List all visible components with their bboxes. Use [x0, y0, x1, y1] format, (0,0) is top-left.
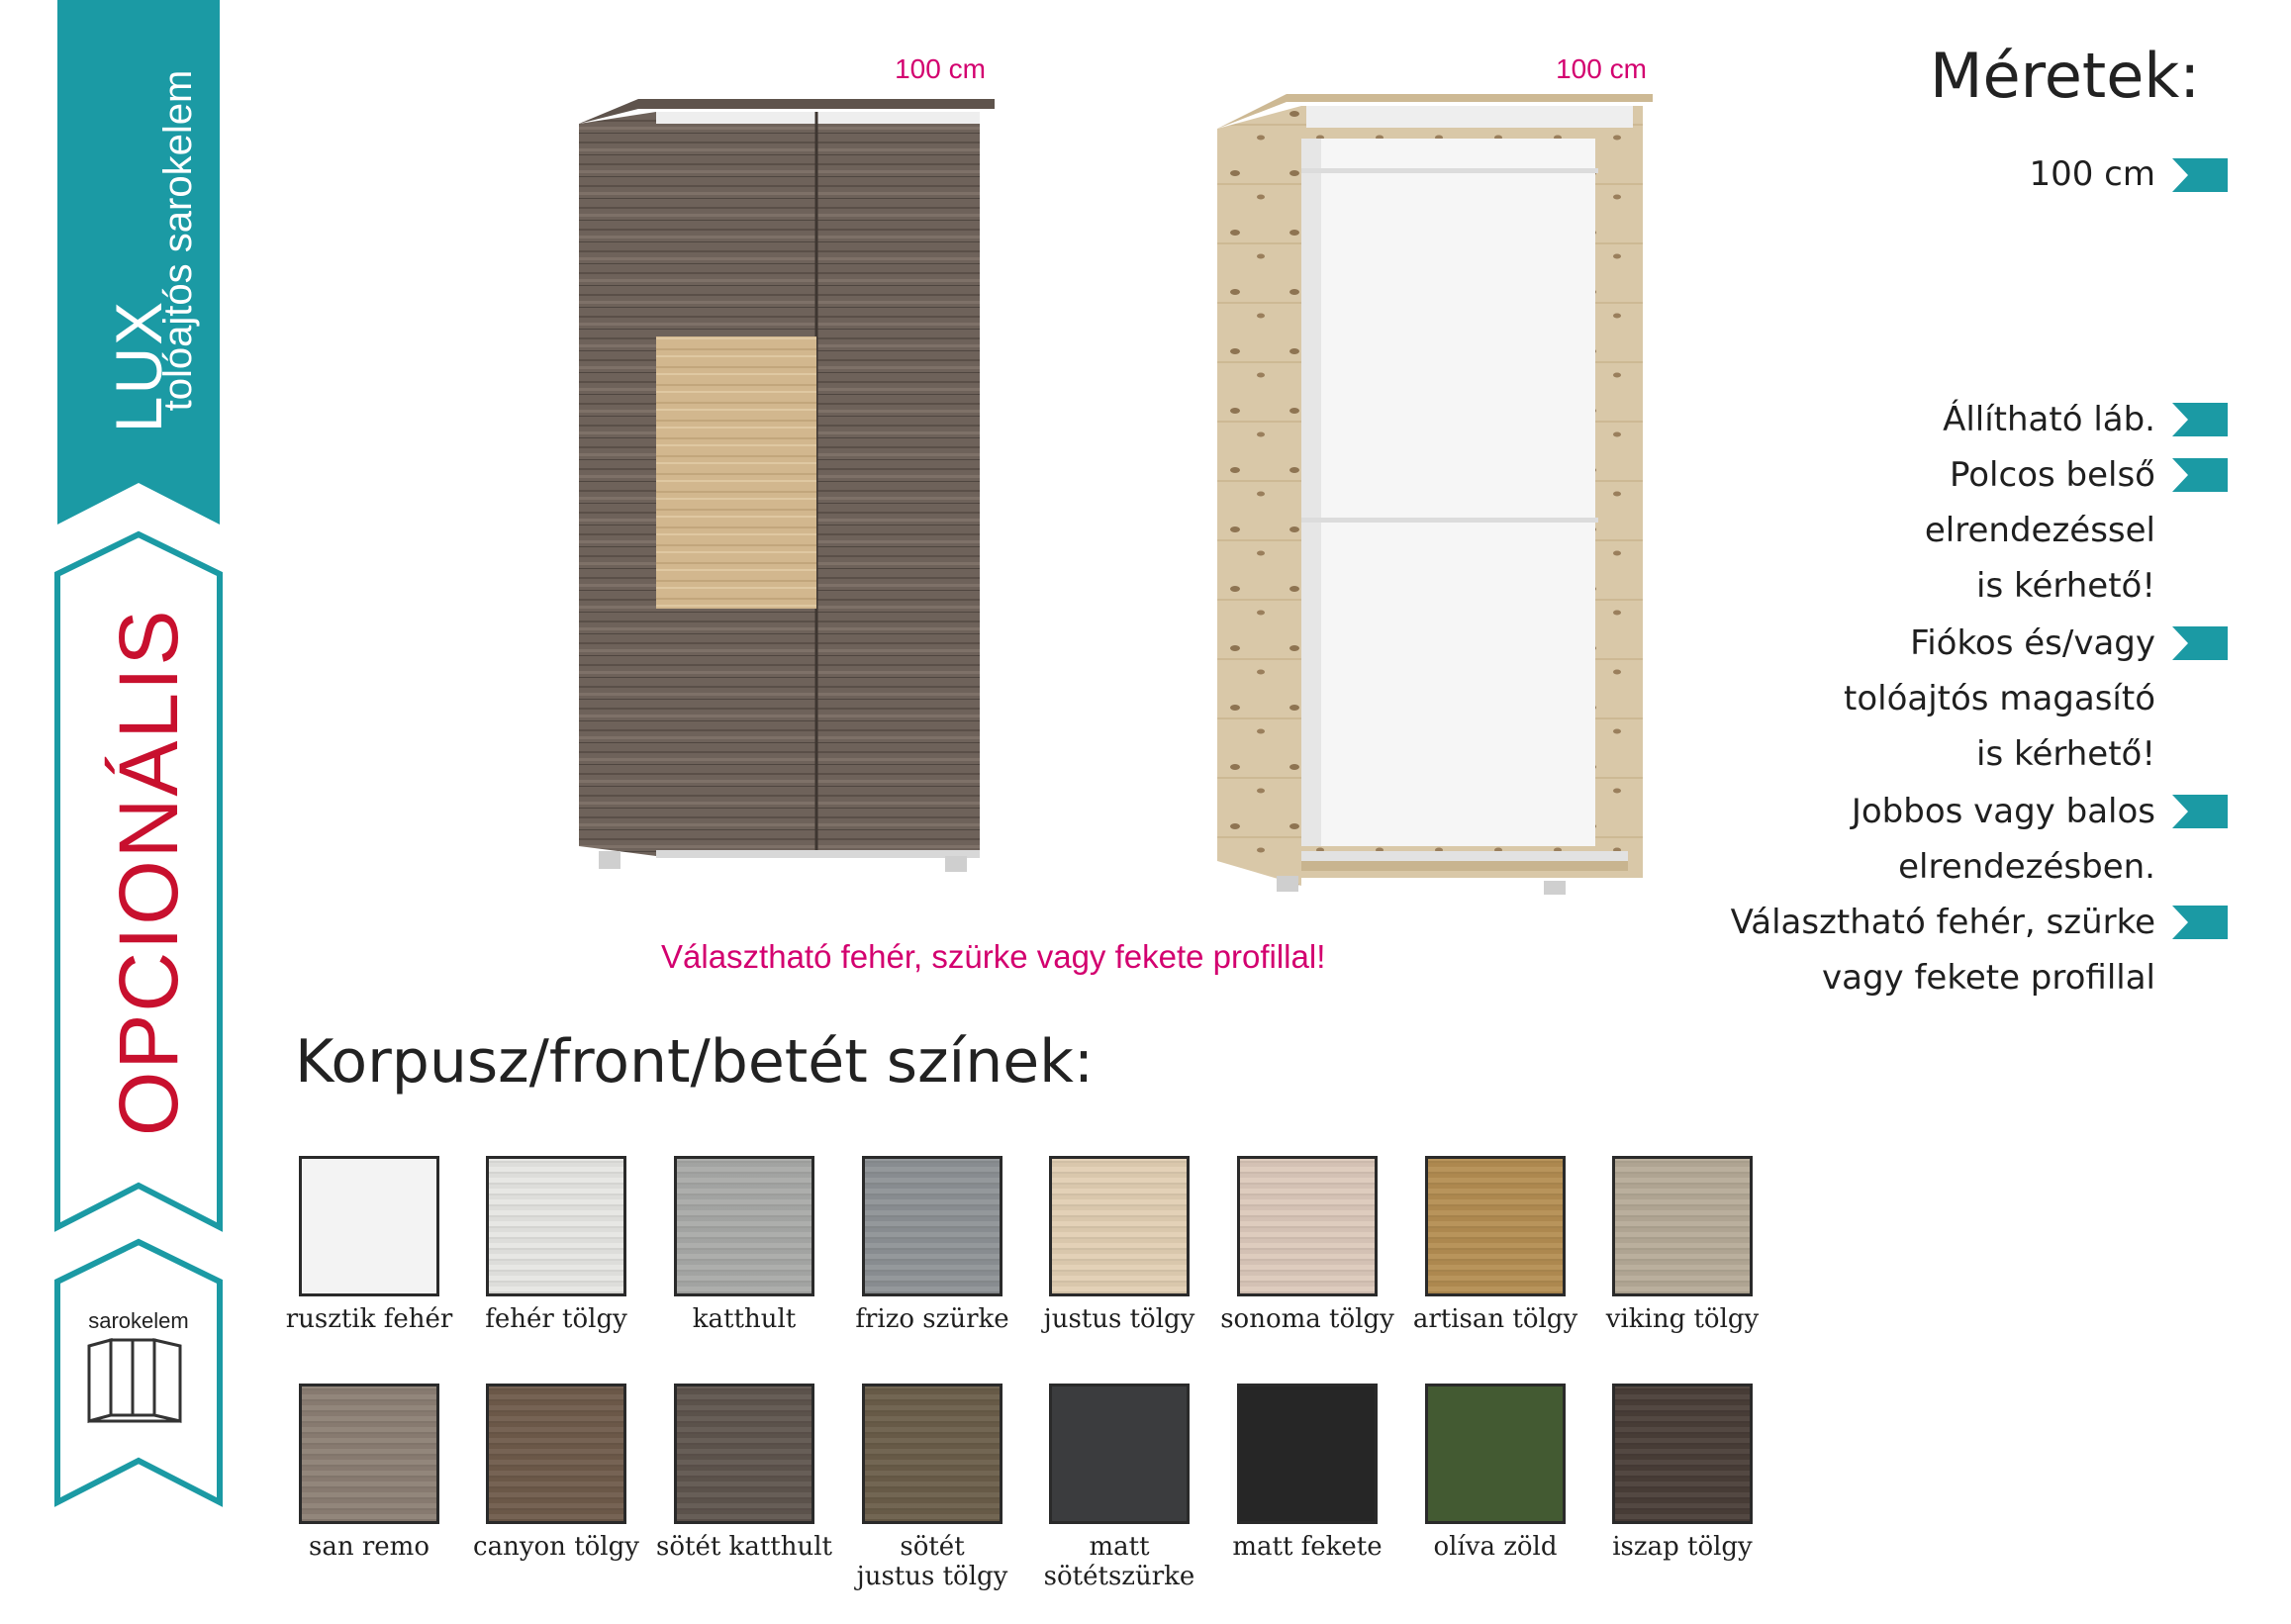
color-swatch-label: sonoma tölgy: [1220, 1304, 1394, 1334]
feature-line: Jobbos vagy balos: [1851, 792, 2155, 831]
color-swatch: [838, 1156, 1026, 1334]
teal-flag-icon: [2172, 906, 2228, 939]
color-swatch-label: rusztik fehér: [285, 1304, 453, 1334]
color-swatch-tile: [1425, 1156, 1566, 1296]
feature-line: Választható fehér, szürke: [1730, 903, 2155, 942]
feature-line: elrendezéssel: [1924, 511, 2155, 550]
color-swatch: [1588, 1384, 1776, 1562]
color-swatch: [1401, 1156, 1589, 1334]
color-swatch-label: sötét katthult: [656, 1532, 832, 1562]
color-swatch-label: justus tölgy: [1043, 1304, 1195, 1334]
color-swatch: [1588, 1156, 1776, 1334]
color-swatch-label: matt fekete: [1232, 1532, 1383, 1562]
feature-line: is kérhető!: [1976, 734, 2155, 774]
color-swatch-tile: [674, 1384, 814, 1524]
color-swatch: [275, 1384, 463, 1562]
color-swatch-label: artisan tölgy: [1412, 1304, 1578, 1334]
color-swatch: [1025, 1384, 1213, 1591]
color-swatch-tile: [1237, 1156, 1378, 1296]
color-swatch-tile: [1049, 1156, 1190, 1296]
feature-line: is kérhető!: [1976, 566, 2155, 606]
teal-flag-icon: [2172, 458, 2228, 492]
product-subtitle: tolóajtós sarokelem: [156, 69, 200, 412]
color-swatch: [1213, 1156, 1401, 1334]
corner-unit-icon: [89, 1340, 180, 1421]
color-swatch-tile: [1612, 1384, 1753, 1524]
color-swatch: [462, 1384, 650, 1562]
teal-flag-icon: [2172, 403, 2228, 436]
color-swatch: [462, 1156, 650, 1334]
feature-line: Fiókos és/vagy: [1910, 623, 2155, 663]
right-wardrobe-width: 100 cm: [1556, 53, 1647, 84]
color-swatch-tile: [1425, 1384, 1566, 1524]
size-value-row: [1880, 146, 2155, 202]
color-swatch-tile: [674, 1156, 814, 1296]
color-swatch-tile: [299, 1156, 439, 1296]
color-swatch-tile: [299, 1384, 439, 1524]
color-swatch-tile: [862, 1384, 1002, 1524]
color-swatch: [1213, 1384, 1401, 1562]
optional-label: OPCIONÁLIS: [102, 608, 195, 1136]
color-swatch-label: iszap tölgy: [1612, 1532, 1753, 1562]
feature-left-right: [1583, 784, 2155, 895]
size-value: 100 cm: [2029, 154, 2155, 194]
teal-flag-icon: [2172, 158, 2228, 192]
feature-line: tolóajtós magasító: [1844, 679, 2155, 718]
color-swatch-label: sötét justus tölgy: [856, 1532, 1008, 1591]
color-swatch: [838, 1384, 1026, 1591]
feature-adjustable-feet: [1583, 392, 2155, 447]
color-swatch: [650, 1384, 838, 1562]
feature-profile-color: [1583, 895, 2155, 1005]
product-name: LUX: [102, 299, 175, 433]
color-swatch-tile: [1237, 1384, 1378, 1524]
color-swatch: [1401, 1384, 1589, 1562]
color-swatch-label: viking tölgy: [1605, 1304, 1760, 1334]
color-swatch-label: katthult: [692, 1304, 797, 1334]
teal-flag-icon: [2172, 626, 2228, 660]
color-swatch-label: olíva zöld: [1433, 1532, 1558, 1562]
sizes-title: Méretek:: [1930, 40, 2201, 112]
color-swatch-tile: [1612, 1156, 1753, 1296]
color-swatch-label: san remo: [309, 1532, 430, 1562]
feature-drawer-extension: [1583, 616, 2155, 782]
feature-line: Polcos belső: [1949, 455, 2155, 495]
feature-line: Állítható láb.: [1943, 400, 2155, 439]
color-swatch-tile: [862, 1156, 1002, 1296]
color-swatch: [650, 1156, 838, 1334]
color-swatch-tile: [1049, 1384, 1190, 1524]
color-swatch-label: matt sötétszürke: [1043, 1532, 1195, 1591]
corner-frame: [57, 1242, 220, 1502]
corner-label: sarokelem: [88, 1308, 189, 1333]
color-swatch-tile: [486, 1384, 626, 1524]
color-swatch: [275, 1156, 463, 1334]
feature-shelf-layout: [1583, 447, 2155, 614]
feature-line: vagy fekete profillal: [1821, 958, 2155, 998]
left-wardrobe-width: 100 cm: [895, 53, 986, 84]
color-swatch-label: fehér tölgy: [485, 1304, 627, 1334]
colors-title: Korpusz/front/betét színek:: [295, 1027, 1095, 1097]
color-swatch: [1025, 1156, 1213, 1334]
color-swatch-label: canyon tölgy: [473, 1532, 639, 1562]
feature-line: elrendezésben.: [1898, 847, 2155, 887]
closed-wardrobe-image: [569, 94, 995, 886]
color-swatch-tile: [486, 1156, 626, 1296]
color-swatch-label: frizo szürke: [855, 1304, 1009, 1334]
teal-flag-icon: [2172, 795, 2228, 828]
profile-note: Választható fehér, szürke vagy fekete profillal!: [661, 938, 1326, 975]
